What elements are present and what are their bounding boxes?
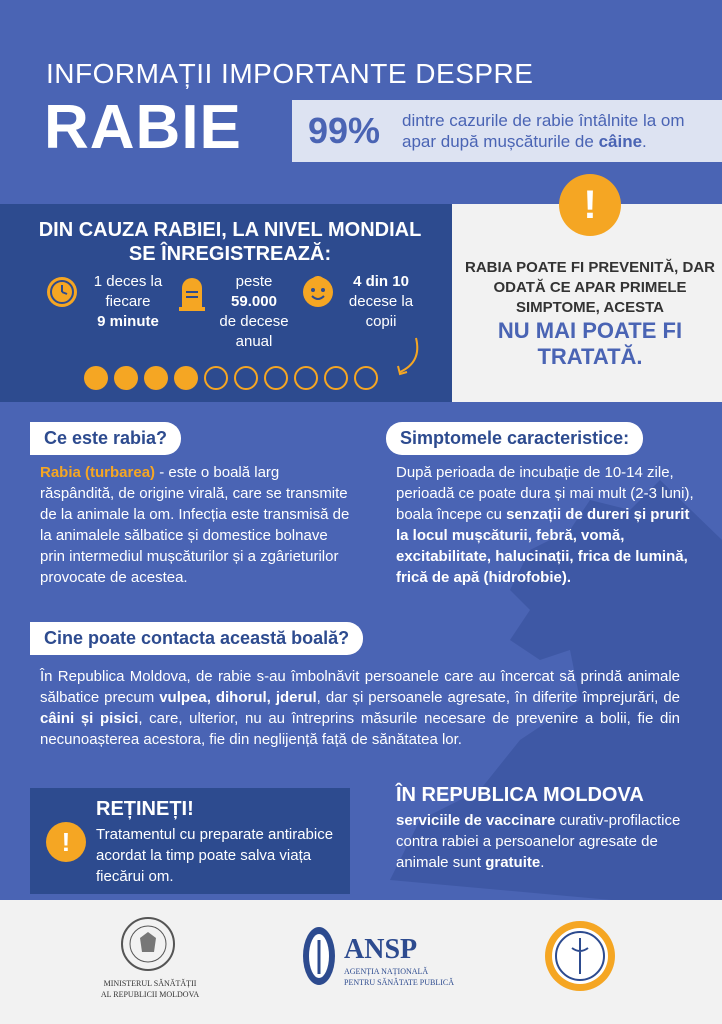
ministry-seal-icon	[120, 916, 176, 977]
stat-line: peste	[235, 273, 273, 290]
ratio-dot-empty	[324, 366, 348, 390]
header-subtitle: INFORMAȚII IMPORTANTE DESPRE	[46, 58, 534, 89]
warning-highlight: NU MAI POATE FI TRATATĂ.	[497, 318, 683, 369]
stat-line: 59.000	[231, 293, 277, 310]
who-paragraph	[40, 666, 680, 750]
moldova-title: ÎN REPUBLICA MOLDOVA	[396, 784, 644, 806]
stat-line: copii	[365, 313, 397, 330]
section-who-label: Cine poate contacta această boală?	[30, 622, 363, 655]
exclamation-icon: !	[559, 174, 621, 236]
page-title: RABIE	[44, 93, 242, 162]
ansp-line: AGENȚIA NAȚIONALĂ	[344, 967, 429, 976]
stat-line: de decese	[219, 313, 289, 330]
who-text: , dar și persoanele agresate, în diferite împrejurări, de	[316, 689, 681, 706]
ratio-dots	[84, 366, 378, 390]
stat-line: 1 deces la	[93, 273, 163, 290]
what-is-paragraph	[40, 462, 356, 588]
pet-animals: câini și pisici	[40, 710, 139, 727]
section-what-is-label: Ce este rabia?	[30, 422, 181, 455]
stat-line: anual	[235, 333, 273, 350]
section-symptoms-label: Simptomele caracteristice:	[386, 422, 643, 455]
exclamation-icon: !	[46, 822, 86, 862]
remember-title: REȚINEȚI!	[96, 798, 194, 820]
stat-line: decese la	[348, 293, 414, 310]
rabies-term: Rabia (turbarea)	[40, 464, 156, 481]
vaccination-services: serviciile de vaccinare	[396, 812, 556, 829]
ratio-dot-filled	[144, 366, 168, 390]
child-face-icon	[302, 276, 334, 313]
stat-child-deaths	[336, 272, 426, 332]
remember-text: Tratamentul cu preparate antirabice acordat la timp poate salva viața fiecărui om.	[96, 826, 334, 885]
stat-line: fiecare	[105, 293, 151, 310]
who-text: , care, ulterior, nu au întreprins măsurile necesare de prevenire a bolii, fie din necunoașterea acestora, fie din neglijență față de sănătatea lor.	[40, 710, 680, 748]
ministry-line: AL REPUBLICII MOLDOVA	[100, 990, 200, 999]
ratio-dot-empty	[234, 366, 258, 390]
ansp-logo-icon	[302, 926, 336, 991]
symptoms-list: senzații de dureri și prurit la locul mușcăturii, febră, vomă, excitabilitate, halucinații, frica de lumină, frică de apă (hidrofobie).	[396, 506, 690, 586]
clock-icon	[46, 276, 78, 313]
arrow-icon	[394, 336, 424, 385]
stat-line: 9 minute	[97, 313, 159, 330]
ratio-dot-empty	[354, 366, 378, 390]
agency-seal-icon	[544, 920, 616, 997]
fact-text-post: .	[642, 132, 647, 151]
moldova-text-end: .	[540, 854, 545, 871]
ratio-dot-filled	[174, 366, 198, 390]
ansp-name: ANSP	[344, 934, 418, 965]
ratio-dot-empty	[264, 366, 288, 390]
symptoms-text: După perioada de incubație de 10-14 zile, perioadă ce poate dura și mai mult (2-3 luni), boala începe cu	[396, 464, 694, 523]
stat-deaths-per-minute	[80, 272, 176, 332]
moldova-paragraph	[396, 810, 686, 873]
stats-title: DIN CAUZA RABIEI, LA NIVEL MONDIAL SE ÎNREGISTREAZĂ:	[38, 219, 422, 265]
fact-text-bold: câine	[598, 132, 643, 151]
moldova-text: curativ-profilactice contra rabiei a persoanelor agresate de animale sunt	[396, 812, 681, 871]
tombstone-icon	[176, 276, 208, 317]
ansp-line: PENTRU SĂNĂTATE PUBLICĂ	[344, 978, 455, 987]
ratio-dot-empty	[204, 366, 228, 390]
fact-text	[402, 110, 718, 152]
stat-annual-deaths	[206, 272, 302, 352]
ministry-line: MINISTERUL SĂNĂTĂȚII	[103, 979, 197, 988]
fact-percent: 99%	[308, 110, 381, 151]
free-label: gratuite	[485, 854, 541, 871]
what-is-text: - este o boală larg răspândită, de origine virală, care se transmite de la animale la om. Infecția este transmisă de la animalele sălbatice și domestice bolnave prin intermediul mușcăturilor și a zgârieturilor provocate de acestea.	[40, 464, 350, 586]
ministry-name	[60, 978, 240, 1000]
wild-animals: vulpea, dihorul, jderul	[159, 689, 317, 706]
warning-text: RABIA POATE FI PREVENITĂ, DAR ODATĂ CE APAR PRIMELE SIMPTOME, ACESTA	[464, 259, 715, 316]
symptoms-paragraph	[396, 462, 696, 588]
ratio-dot-filled	[114, 366, 138, 390]
ratio-dot-filled	[84, 366, 108, 390]
fact-text-pre: dintre cazurile de rabie întâlnite la om apar după mușcăturile de	[402, 111, 685, 151]
stat-line: 4 din 10	[353, 273, 409, 290]
fact-box	[292, 100, 722, 162]
ratio-dot-empty	[294, 366, 318, 390]
ansp-full-name	[344, 966, 454, 988]
who-text: În Republica Moldova, de rabie s-au îmbolnăvit persoanele care au încercat să prindă animale sălbatice precum	[40, 668, 680, 706]
